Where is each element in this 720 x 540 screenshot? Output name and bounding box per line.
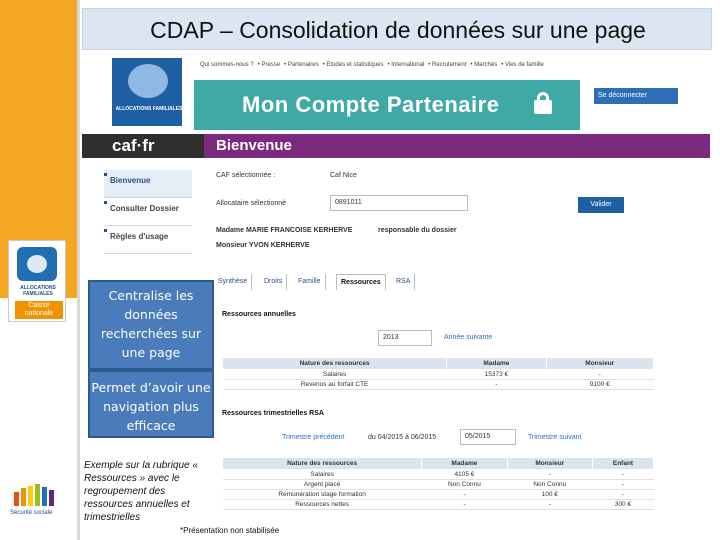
next-quarter-link[interactable]: Trimestre suivant xyxy=(528,434,582,441)
responsable-label: responsable du dossier xyxy=(378,227,457,234)
quarterly-resources-table xyxy=(222,457,654,510)
table-cell: Ressources nettes xyxy=(223,500,422,510)
caisse-nationale-logo xyxy=(8,240,66,322)
securite-sociale-logo xyxy=(10,478,70,528)
people-icon xyxy=(10,478,70,508)
logout-button[interactable]: Se déconnecter xyxy=(594,88,678,104)
table-header: Madame xyxy=(422,458,507,470)
table-header: Nature des ressources xyxy=(223,458,422,470)
table-cell: - xyxy=(592,470,653,480)
table-cell: 4105 € xyxy=(422,470,507,480)
tab-droits[interactable]: Droits xyxy=(260,274,287,290)
family-icon xyxy=(17,247,57,281)
table-cell: Non Connu xyxy=(507,480,592,490)
table-cell: 300 € xyxy=(592,500,653,510)
quarter-select[interactable]: 05/2015 xyxy=(460,429,516,445)
nav-link[interactable]: International xyxy=(391,62,425,68)
caf-logo-text: ALLOCATIONS FAMILIALES xyxy=(115,106,183,112)
table-row xyxy=(223,470,654,480)
table-cell: Rémunération stage formation xyxy=(223,490,422,500)
caisse-nationale-text: Caisse nationale xyxy=(15,301,63,319)
welcome-heading: Bienvenue xyxy=(206,134,706,158)
table-row xyxy=(223,480,654,490)
top-navigation: Qui sommes-nous ? • Presse • Partenaires • Etudes et statistiques • International • Recrutement • Marchés • Vies de famille xyxy=(200,62,544,68)
side-item-bienvenue[interactable]: Bienvenue xyxy=(104,170,192,198)
nav-link[interactable]: Vies de famille xyxy=(504,62,544,68)
valider-button[interactable]: Valider xyxy=(578,197,624,213)
table-cell: - xyxy=(546,370,654,380)
table-cell: Argent placé xyxy=(223,480,422,490)
nav-link[interactable]: Qui sommes-nous ? xyxy=(200,62,254,68)
table-cell: - xyxy=(447,380,546,390)
tab-ressources[interactable]: Ressources xyxy=(336,274,386,290)
caf-logo xyxy=(110,56,184,128)
table-header: Madame xyxy=(447,358,546,370)
table-cell: Revenus au forfait CTE xyxy=(223,380,447,390)
quarter-range: du 04/2015 à 06/2015 xyxy=(368,434,437,441)
nav-link[interactable]: Partenaires xyxy=(287,62,319,68)
annual-resources-table xyxy=(222,357,654,390)
annual-resources-title: Ressources annuelles xyxy=(222,311,296,318)
left-divider xyxy=(77,0,80,540)
caf-selected-value: Caf Nice xyxy=(330,172,357,179)
mon-compte-partenaire-banner xyxy=(194,80,580,130)
table-cell: Salaires xyxy=(223,470,422,480)
callout-navigation: Permet d’avoir une navigation plus efficace xyxy=(88,370,214,438)
madame-name: Madame MARIE FRANCOISE KERHERVE xyxy=(216,227,353,234)
lock-icon xyxy=(534,92,552,114)
caption-text: Exemple sur la rubrique « Ressources » avec le regroupement des ressources annuelles et trimestrielles xyxy=(84,460,198,523)
year-select[interactable]: 2013 xyxy=(378,330,432,346)
caf-selected-label: CAF sélectionnée : xyxy=(216,172,276,179)
nav-link[interactable]: Etudes et statistiques xyxy=(326,62,384,68)
table-row xyxy=(223,380,654,390)
next-year-link[interactable]: Année suivante xyxy=(444,334,493,341)
table-header: Enfant xyxy=(592,458,653,470)
nav-link[interactable]: Marchés xyxy=(474,62,498,68)
table-header: Monsieur xyxy=(507,458,592,470)
table-cell: 15373 € xyxy=(447,370,546,380)
footnote: *Présentation non stabilisée xyxy=(180,526,280,535)
monsieur-name: Monsieur YVON KERHERVE xyxy=(216,242,310,249)
table-cell: - xyxy=(507,470,592,480)
table-cell: 100 € xyxy=(507,490,592,500)
nav-link[interactable]: Presse xyxy=(261,62,281,68)
table-header: Monsieur xyxy=(546,358,654,370)
table-cell: Salaires xyxy=(223,370,447,380)
table-row xyxy=(223,500,654,510)
table-row xyxy=(223,370,654,380)
allocataire-label: Allocataire sélectionné xyxy=(216,200,287,207)
table-cell: - xyxy=(507,500,592,510)
caf-fr-brand[interactable]: caf·fr xyxy=(82,134,204,158)
family-icon xyxy=(128,64,168,98)
side-item-regles-usage[interactable]: Règles d'usage xyxy=(104,226,192,254)
allocataire-input[interactable]: 0891011 xyxy=(330,195,468,211)
title-bar xyxy=(82,8,712,50)
table-header: Nature des ressources xyxy=(223,358,447,370)
page-title: CDAP – Consolidation de données sur une page xyxy=(150,17,646,43)
table-cell: 9100 € xyxy=(546,380,654,390)
table-cell: - xyxy=(422,490,507,500)
table-cell: - xyxy=(592,490,653,500)
callout-centralise: Centralise les données recherchées sur une page xyxy=(88,280,214,370)
side-item-consulter-dossier[interactable]: Consulter Dossier xyxy=(104,198,192,226)
table-row xyxy=(223,490,654,500)
table-cell: - xyxy=(422,500,507,510)
table-cell: - xyxy=(592,480,653,490)
tab-rsa[interactable]: RSA xyxy=(392,274,415,290)
nav-link[interactable]: Recrutement xyxy=(432,62,467,68)
tab-famille[interactable]: Famille xyxy=(294,274,326,290)
previous-quarter-link[interactable]: Trimestre précédent xyxy=(282,434,345,441)
table-cell: Non Connu xyxy=(422,480,507,490)
secu-text: Sécurité sociale xyxy=(10,510,53,516)
side-menu xyxy=(104,170,192,254)
caisse-logo-text: ALLOCATIONS FAMILIALES xyxy=(20,285,56,297)
tab-synthese[interactable]: Synthèse xyxy=(214,274,252,290)
quarterly-resources-title: Ressources trimestrielles RSA xyxy=(222,410,324,417)
banner-title: Mon Compte Partenaire xyxy=(242,92,500,117)
